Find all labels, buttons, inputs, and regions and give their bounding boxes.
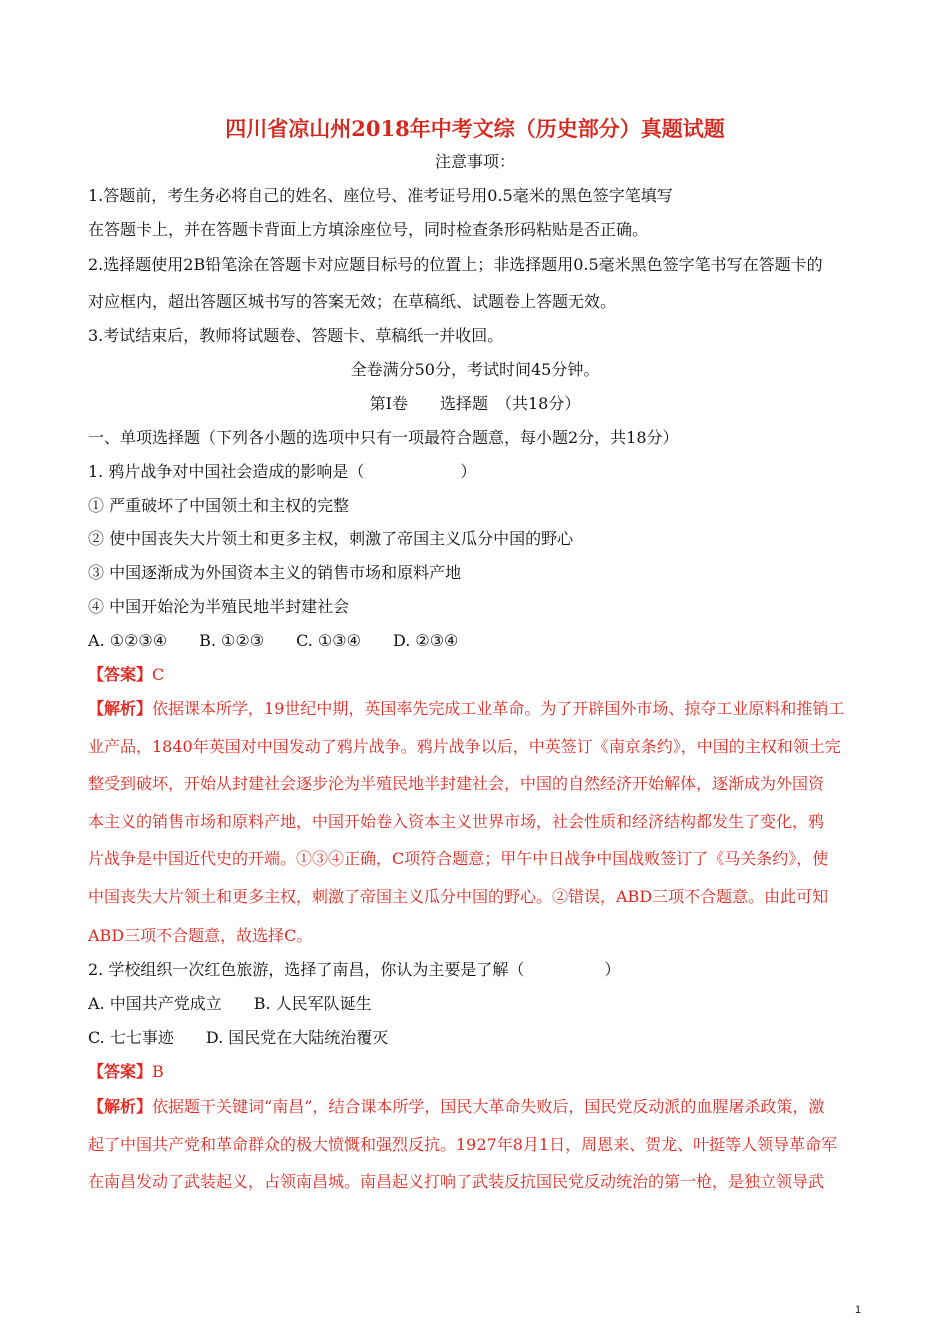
question-1-analysis-line [88, 699, 844, 719]
question-1-analysis-line: 业产品，1840年英国对中国发动了鸦片战争。鸦片战争以后，中英签订《南京条约》，中国的主权和领土完 [88, 737, 841, 756]
analysis-text: 依据题干关键词“南昌”，结合课本所学，国民大革命失败后，国民党反动派的血腥屠杀政策，激 [152, 1097, 825, 1116]
analysis-label: 【解析】 [88, 699, 153, 718]
notice-line: 2.选择题使用2B铅笔涂在答题卡对应题目标号的位置上；非选择题用0.5毫米黑色签字笔书写在答题卡的 [88, 255, 823, 274]
question-2-analysis-line [88, 1097, 824, 1117]
question-1-analysis-line: 本主义的销售市场和原料产地，中国开始卷入资本主义世界市场，社会性质和经济结构都发生了变化，鸦 [88, 812, 825, 831]
question-2-options: A. 中国共产党成立 B. 人民军队诞生 [88, 994, 372, 1013]
question-1-analysis-line: 中国丧失大片领土和更多主权，刺激了帝国主义瓜分中国的野心。②错误，ABD三项不合题意。由此可知 [88, 887, 829, 906]
question-2-analysis-line: 起了中国共产党和革命群众的极大愤慨和强烈反抗。1927年8月1日，周恩来、贺龙、叶挺等人领导革命军 [88, 1135, 838, 1154]
page-number: 1 [855, 1304, 862, 1316]
notice-line: 1.答题前，考生务必将自己的姓名、座位号、准考证号用0.5毫米的黑色签字笔填写 [88, 186, 673, 205]
part-heading: 一、单项选择题（下列各小题的选项中只有一项最符合题意，每小题2分，共18分） [88, 428, 679, 447]
answer-label: 【答案】 [88, 665, 153, 684]
question-1-analysis-line: 整受到破坏，开始从封建社会逐步沦为半殖民地半封建社会，中国的自然经济开始解体，逐渐成为外国资 [88, 774, 825, 793]
question-2-analysis-line: 在南昌发动了武装起义，占领南昌城。南昌起义打响了武装反抗国民党反动统治的第一枪，是独立领导武 [88, 1172, 825, 1191]
page-title: 四川省凉山州2018年中考文综（历史部分）真题试题 [225, 116, 725, 141]
question-1-options: A. ①②③④ B. ①②③ C. ①③④ D. ②③④ [88, 631, 459, 650]
analysis-label: 【解析】 [88, 1097, 153, 1116]
notice-line: 对应框内，超出答题区城书写的答案无效；在草稿纸、试题卷上答题无效。 [88, 292, 617, 311]
question-1-answer [88, 665, 164, 685]
question-1-item: ③ 中国逐渐成为外国资本主义的销售市场和原料产地 [88, 563, 462, 582]
question-2-stem: 2. 学校组织一次红色旅游，选择了南昌，你认为主要是了解（ ） [88, 960, 621, 979]
question-1-analysis-line: ABD三项不合题意，故选择C。 [88, 926, 313, 945]
question-1-stem: 1. 鸦片战争对中国社会造成的影响是（ ） [88, 462, 477, 481]
notice-line: 3.考试结束后，教师将试题卷、答题卡、草稿纸一并收回。 [88, 326, 504, 345]
question-1-item: ① 严重破坏了中国领土和主权的完整 [88, 496, 350, 515]
question-1-item: ④ 中国开始沦为半殖民地半封建社会 [88, 597, 350, 616]
notice-heading: 注意事项： [434, 152, 515, 171]
notice-line: 在答题卡上，并在答题卡背面上方填涂座位号，同时检查条形码粘贴是否正确。 [88, 220, 649, 239]
question-2-answer [88, 1062, 164, 1082]
question-1-item: ② 使中国丧失大片领土和更多主权，刺激了帝国主义瓜分中国的野心 [88, 529, 574, 548]
score-info: 全卷满分50分，考试时间45分钟。 [350, 360, 600, 379]
analysis-text: 依据课本所学，19世纪中期，英国率先完成工业革命。为了开辟国外市场、掠夺工业原料和推销工 [152, 699, 845, 718]
answer-label: 【答案】 [88, 1062, 153, 1081]
section-title: 第I卷 选择题 （共18分） [369, 394, 581, 413]
answer-value: B [152, 1062, 164, 1081]
answer-value: C [152, 665, 165, 684]
question-2-options: C. 七七事迹 D. 国民党在大陆统治覆灭 [88, 1028, 389, 1047]
question-1-analysis-line: 片战争是中国近代史的开端。①③④正确，C项符合题意；甲午中日战争中国战败签订了《马关条约》，使 [88, 849, 829, 868]
